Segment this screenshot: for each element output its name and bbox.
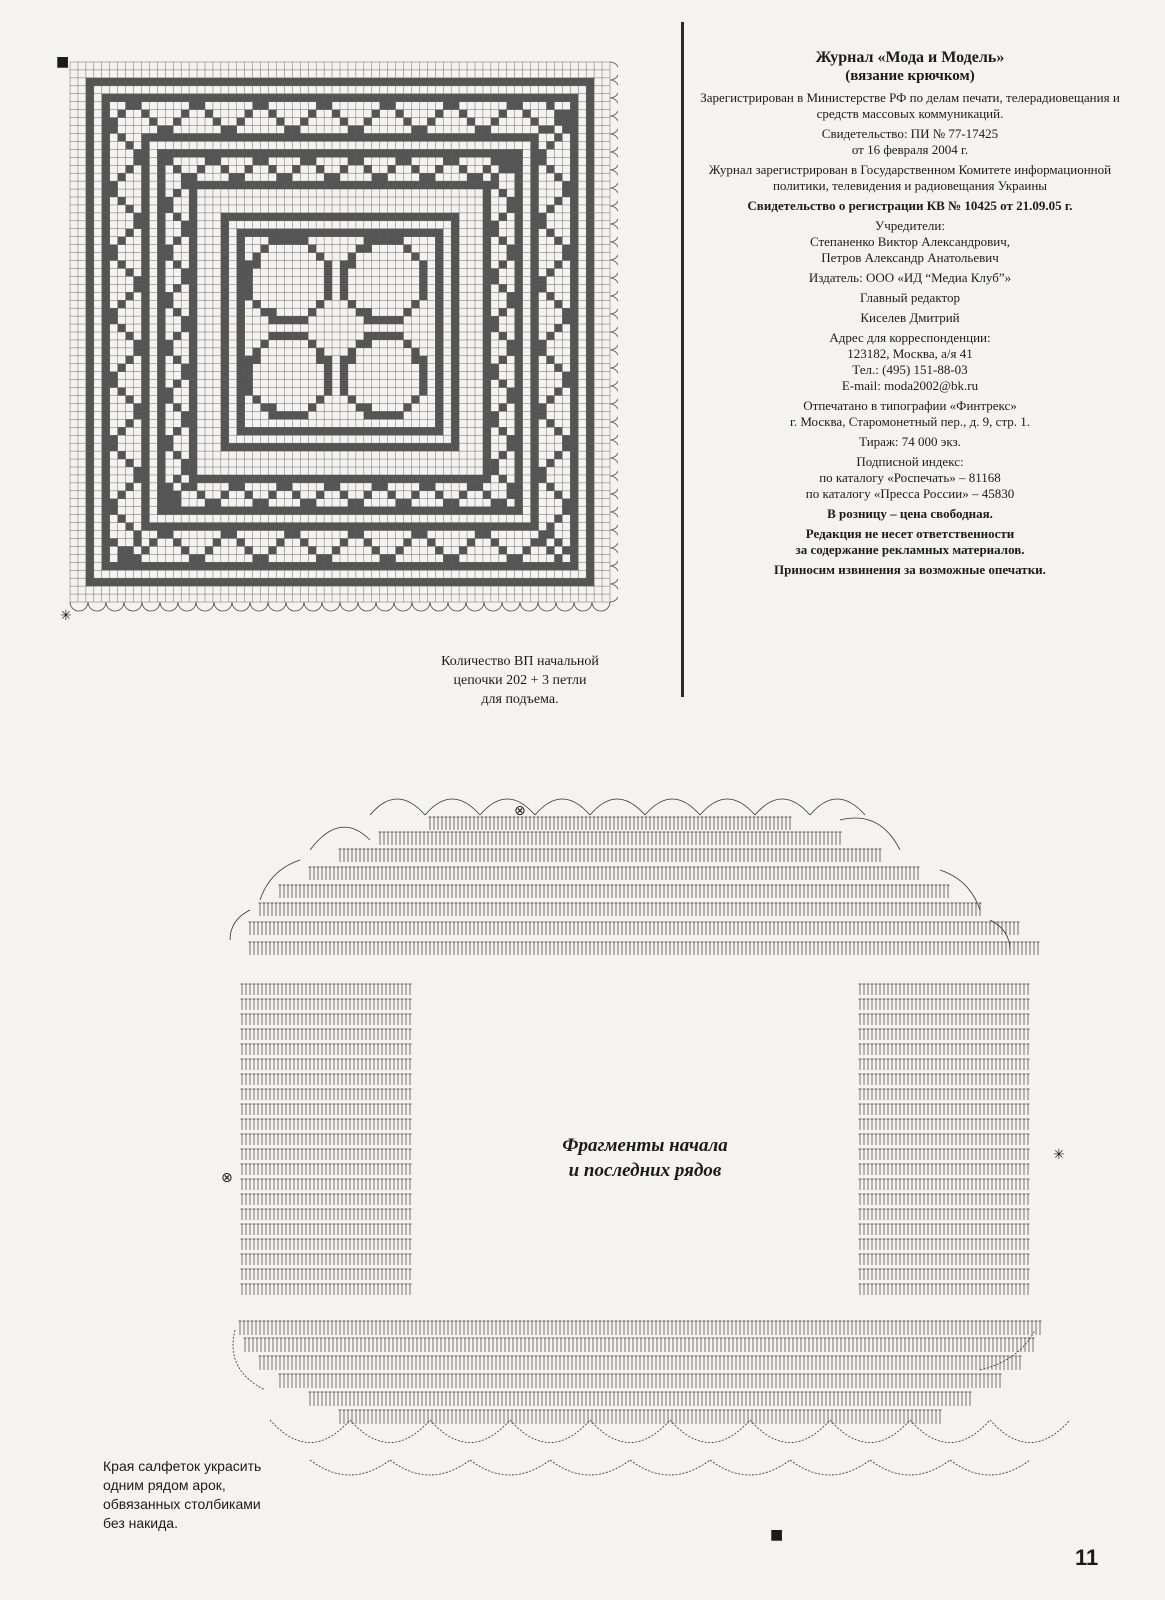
address-block: [700, 330, 1120, 394]
crossed-circle-marker-top: ⊗: [514, 803, 526, 819]
fragments-title-line2: и последних рядов: [568, 1160, 722, 1181]
index-label: Подписной индекс:: [856, 454, 964, 469]
edge-note-line4: без накида.: [103, 1515, 178, 1531]
crossed-circle-marker-left: ⊗: [221, 1170, 233, 1186]
filet-grid: [70, 62, 610, 602]
page-number: 11: [1075, 1545, 1099, 1570]
publisher: Издатель: ООО «ИД “Медиа Клуб”»: [808, 270, 1012, 285]
editor-label: Главный редактор: [860, 290, 960, 305]
column-divider: [681, 22, 684, 697]
top-arches: [230, 799, 1010, 950]
disclaimer: [700, 526, 1120, 558]
certificate: [700, 126, 1120, 158]
edge-note-line1: Края салфеток украсить: [103, 1458, 262, 1474]
fragments-title-line1: Фрагменты начала: [562, 1135, 728, 1156]
phone: Тел.: (495) 151-88-03: [852, 362, 968, 377]
fragments-title: [515, 1133, 775, 1183]
certificate-line2: от 16 февраля 2004 г.: [851, 142, 969, 157]
index-pressa: по каталогу «Пресса России» – 45830: [805, 486, 1015, 501]
caption-line2: цепочки 202 + 3 петли: [453, 673, 587, 688]
address-label: Адрес для корреспонденции:: [829, 330, 991, 345]
caption-line3: для подъема.: [481, 692, 559, 707]
ukraine-registration: Журнал зарегистрирован в Государственном Комитете информационной политики, телевидения и радиовещания Украины: [708, 162, 1112, 193]
registration-text: Зарегистрирован в Министерстве РФ по делам печати, телерадиовещания и средств массовых коммуникаций.: [700, 90, 1120, 121]
apology: Приносим извинения за возможные опечатки.: [774, 562, 1046, 577]
edge-note-line2: одним рядом арок,: [103, 1477, 226, 1493]
subscription-index: [700, 454, 1120, 502]
edge-finishing-note: [103, 1457, 303, 1533]
start-asterisk-marker: ✳: [60, 608, 72, 624]
bottom-scallops: [233, 1330, 1070, 1475]
email: E-mail: moda2002@bk.ru: [841, 378, 979, 393]
founder-2: Петров Александр Анатольевич: [821, 250, 999, 265]
magazine-imprint: [700, 48, 1120, 582]
disclaimer-line1: Редакция не несет ответственности: [805, 526, 1015, 541]
start-square-marker: ■: [56, 54, 70, 70]
bottom-stitch-rows: [239, 1321, 1042, 1424]
ukraine-certificate: Свидетельство о регистрации КВ № 10425 от 21.09.05 г.: [747, 198, 1073, 213]
chain-count-caption: [420, 652, 620, 709]
caption-line1: Количество ВП начальной: [441, 654, 599, 669]
asterisk-marker-right: ✳: [1053, 1147, 1065, 1163]
index-rospechat: по каталогу «Роспечать» – 81168: [819, 470, 1001, 485]
printing-house: [700, 398, 1120, 430]
certificate-line1: Свидетельство: ПИ № 77-17425: [821, 126, 999, 141]
magazine-title: Журнал «Мода и Модель»: [815, 49, 1005, 66]
editor-name: Киселев Дмитрий: [860, 310, 960, 325]
retail-price: В розницу – цена свободная.: [827, 506, 993, 521]
disclaimer-line2: за содержание рекламных материалов.: [795, 542, 1025, 557]
circulation: Тираж: 74 000 экз.: [859, 434, 961, 449]
founder-1: Степаненко Виктор Александрович,: [809, 234, 1011, 249]
printed-by: Отпечатано в типографии «Финтрекс»: [803, 398, 1017, 413]
magazine-subtitle: (вязание крючком): [845, 68, 975, 84]
end-square-marker: ■: [770, 1527, 784, 1543]
edge-note-line3: обвязанных столбиками: [103, 1496, 261, 1512]
postal-address: 123182, Москва, а/я 41: [847, 346, 973, 361]
founders: [700, 218, 1120, 266]
founders-label: Учредители:: [875, 218, 945, 233]
filet-crochet-chart: [58, 50, 618, 630]
printed-address: г. Москва, Старомонетный пер., д. 9, стр. 1.: [789, 414, 1031, 429]
